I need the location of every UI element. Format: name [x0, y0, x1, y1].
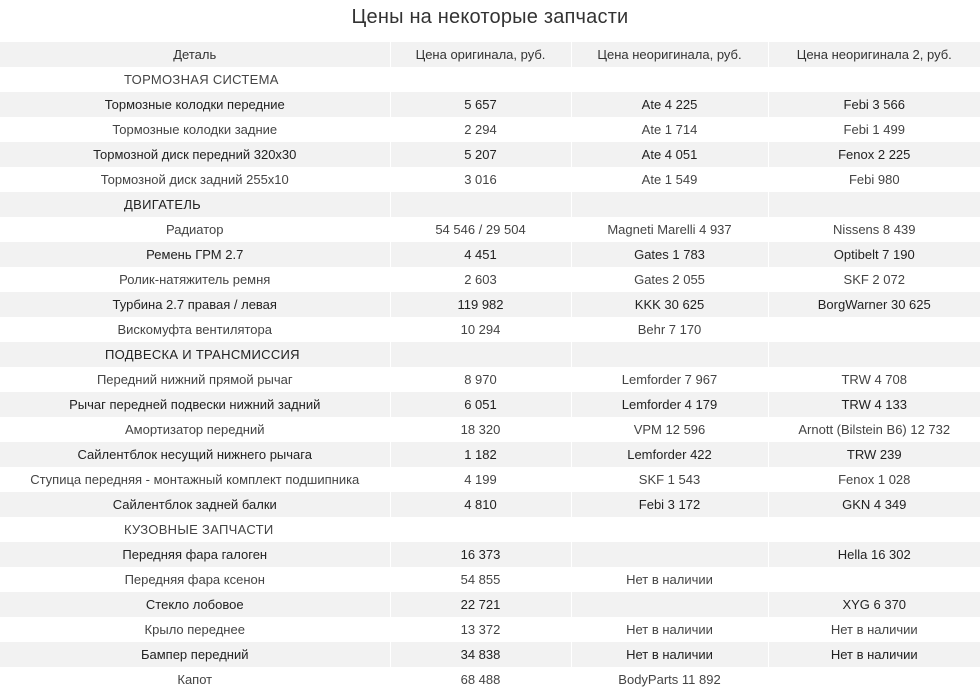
empty-cell [768, 192, 980, 217]
table-row [0, 542, 980, 567]
original-price-cell: 13 372 [390, 617, 571, 642]
header-nonoriginal-price: Цена неоригинала, руб. [571, 42, 768, 67]
table-row [0, 142, 980, 167]
table-row [0, 317, 980, 342]
part-name-cell: Крыло переднее [144, 622, 245, 637]
section-row [0, 342, 980, 367]
table-row [0, 667, 980, 692]
part-name-cell: Радиатор [165, 222, 224, 237]
original-price-cell: 54 855 [390, 567, 571, 592]
table-row [0, 92, 980, 117]
empty-cell [571, 67, 768, 92]
nonoriginal-price-cell: Ate 4 225 [571, 92, 768, 117]
original-price-cell: 5 657 [390, 92, 571, 117]
nonoriginal-price-2-cell: TRW 4 708 [768, 367, 980, 392]
part-name-cell: Тормозной диск задний 255x10 [100, 172, 289, 187]
nonoriginal-price-2-cell: GKN 4 349 [768, 492, 980, 517]
nonoriginal-price-cell: SKF 1 543 [571, 467, 768, 492]
original-price-cell: 54 546 / 29 504 [390, 217, 571, 242]
empty-cell [768, 517, 980, 542]
nonoriginal-price-2-cell: Febi 3 566 [768, 92, 980, 117]
original-price-cell: 4 451 [390, 242, 571, 267]
original-price-cell: 10 294 [390, 317, 571, 342]
page-title: Цены на некоторые запчасти [351, 6, 629, 28]
part-name-cell: Тормозной диск передний 320x30 [93, 147, 297, 162]
original-price-cell: 68 488 [390, 667, 571, 692]
nonoriginal-price-2-cell: Nissens 8 439 [768, 217, 980, 242]
table-row [0, 117, 980, 142]
nonoriginal-price-2-cell: Fenox 1 028 [768, 467, 980, 492]
table-row [0, 292, 980, 317]
section-title: ПОДВЕСКА И ТРАНСМИССИЯ [105, 347, 300, 362]
nonoriginal-price-2-cell: Optibelt 7 190 [768, 242, 980, 267]
table-row [0, 567, 980, 592]
nonoriginal-price-2-cell: Hella 16 302 [768, 542, 980, 567]
table-row [0, 617, 980, 642]
part-name-cell: Стекло лобовое [145, 597, 244, 612]
nonoriginal-price-cell: Magneti Marelli 4 937 [571, 217, 768, 242]
nonoriginal-price-2-cell: Fenox 2 225 [768, 142, 980, 167]
nonoriginal-price-2-cell: Нет в наличии [768, 642, 980, 667]
table-row [0, 392, 980, 417]
part-name-cell: Ступица передняя - монтажный комплект подшипника [30, 472, 360, 487]
nonoriginal-price-2-cell: XYG 6 370 [768, 592, 980, 617]
part-name-cell: Сайлентблок несущий нижнего рычага [77, 447, 312, 462]
original-price-cell: 1 182 [390, 442, 571, 467]
empty-cell [571, 342, 768, 367]
empty-cell [390, 67, 571, 92]
original-price-cell: 2 603 [390, 267, 571, 292]
nonoriginal-price-2-cell: TRW 239 [768, 442, 980, 467]
nonoriginal-price-2-cell: Febi 1 499 [768, 117, 980, 142]
part-name-cell: Передняя фара ксенон [124, 572, 265, 587]
part-name-cell: Ремень ГРМ 2.7 [146, 247, 244, 262]
header-nonoriginal-price-2: Цена неоригинала 2, руб. [768, 42, 980, 67]
table-row [0, 592, 980, 617]
table-row [0, 242, 980, 267]
original-price-cell: 34 838 [390, 642, 571, 667]
nonoriginal-price-2-cell: Febi 980 [768, 167, 980, 192]
section-title: КУЗОВНЫЕ ЗАПЧАСТИ [124, 522, 274, 537]
part-name-cell: Рычаг передней подвески нижний задний [69, 397, 321, 412]
original-price-cell: 4 810 [390, 492, 571, 517]
part-name-cell: Турбина 2.7 правая / левая [112, 297, 277, 312]
nonoriginal-price-2-cell [768, 667, 980, 692]
part-name-cell: Передняя фара галоген [122, 547, 268, 562]
parts-price-table [0, 42, 980, 692]
table-row [0, 367, 980, 392]
part-name-cell: Вискомуфта вентилятора [117, 322, 272, 337]
table-row [0, 267, 980, 292]
nonoriginal-price-2-cell: Arnott (Bilstein B6) 12 732 [768, 417, 980, 442]
nonoriginal-price-cell [571, 542, 768, 567]
nonoriginal-price-cell: Behr 7 170 [571, 317, 768, 342]
original-price-cell: 16 373 [390, 542, 571, 567]
original-price-cell: 2 294 [390, 117, 571, 142]
nonoriginal-price-cell: Нет в наличии [571, 567, 768, 592]
nonoriginal-price-cell: BodyParts 11 892 [571, 667, 768, 692]
table-row [0, 167, 980, 192]
nonoriginal-price-cell: Ate 4 051 [571, 142, 768, 167]
original-price-cell: 119 982 [390, 292, 571, 317]
part-name-cell: Тормозные колодки передние [104, 97, 285, 112]
part-name-cell: Тормозные колодки задние [112, 122, 278, 137]
nonoriginal-price-cell: Нет в наличии [571, 617, 768, 642]
nonoriginal-price-2-cell: Нет в наличии [768, 617, 980, 642]
nonoriginal-price-cell: VPM 12 596 [571, 417, 768, 442]
table-header-row [0, 42, 980, 67]
nonoriginal-price-cell: Ate 1 549 [571, 167, 768, 192]
part-name-cell: Капот [177, 672, 213, 687]
part-name-cell: Сайлентблок задней балки [112, 497, 277, 512]
section-row [0, 517, 980, 542]
empty-cell [768, 342, 980, 367]
empty-cell [390, 192, 571, 217]
table-body [0, 67, 980, 692]
table-row [0, 217, 980, 242]
nonoriginal-price-cell: Lemforder 4 179 [571, 392, 768, 417]
nonoriginal-price-cell: Нет в наличии [571, 642, 768, 667]
empty-cell [571, 192, 768, 217]
original-price-cell: 3 016 [390, 167, 571, 192]
nonoriginal-price-cell: KKK 30 625 [571, 292, 768, 317]
part-name-cell: Ролик-натяжитель ремня [119, 272, 271, 287]
nonoriginal-price-cell: Gates 1 783 [571, 242, 768, 267]
original-price-cell: 22 721 [390, 592, 571, 617]
original-price-cell: 5 207 [390, 142, 571, 167]
nonoriginal-price-cell: Gates 2 055 [571, 267, 768, 292]
original-price-cell: 18 320 [390, 417, 571, 442]
section-title: ДВИГАТЕЛЬ [124, 197, 202, 212]
nonoriginal-price-cell: Febi 3 172 [571, 492, 768, 517]
empty-cell [390, 517, 571, 542]
section-title: ТОРМОЗНАЯ СИСТЕМА [124, 72, 279, 87]
table-row [0, 467, 980, 492]
header-original-price: Цена оригинала, руб. [390, 42, 571, 67]
nonoriginal-price-2-cell [768, 317, 980, 342]
empty-cell [571, 517, 768, 542]
part-name-cell: Бампер передний [140, 647, 249, 662]
table-row [0, 642, 980, 667]
empty-cell [768, 67, 980, 92]
nonoriginal-price-cell: Ate 1 714 [571, 117, 768, 142]
original-price-cell: 8 970 [390, 367, 571, 392]
part-name-cell: Передний нижний прямой рычаг [96, 372, 293, 387]
table-row [0, 442, 980, 467]
header-part: Деталь [173, 47, 217, 62]
original-price-cell: 4 199 [390, 467, 571, 492]
nonoriginal-price-2-cell [768, 567, 980, 592]
original-price-cell: 6 051 [390, 392, 571, 417]
nonoriginal-price-2-cell: BorgWarner 30 625 [768, 292, 980, 317]
table-row [0, 492, 980, 517]
nonoriginal-price-cell: Lemforder 7 967 [571, 367, 768, 392]
table-row [0, 417, 980, 442]
section-row [0, 192, 980, 217]
nonoriginal-price-cell: Lemforder 422 [571, 442, 768, 467]
part-name-cell: Амортизатор передний [124, 422, 265, 437]
section-row [0, 67, 980, 92]
nonoriginal-price-2-cell: SKF 2 072 [768, 267, 980, 292]
nonoriginal-price-2-cell: TRW 4 133 [768, 392, 980, 417]
empty-cell [390, 342, 571, 367]
nonoriginal-price-cell [571, 592, 768, 617]
